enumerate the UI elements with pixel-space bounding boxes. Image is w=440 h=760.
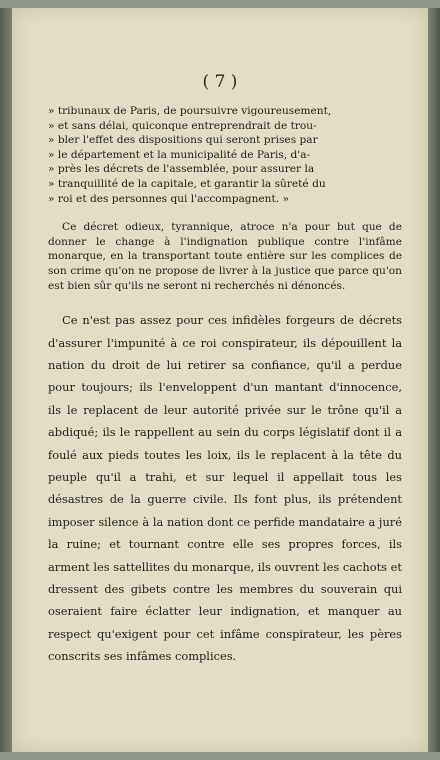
paragraph-accusation	[48, 309, 402, 668]
quote-line: » roi et des personnes qui l'accompagnent. »	[48, 192, 289, 205]
paragraph-decree-commentary	[48, 220, 402, 293]
right-page-edge	[428, 8, 440, 752]
quote-line: » tranquillité de la capitale, et garantir la sûreté du	[48, 177, 326, 190]
book-page	[12, 8, 428, 752]
quote-line: » et sans délai, quiconque entreprendrait de trou-	[48, 119, 317, 132]
quoted-decree	[48, 104, 402, 206]
paragraph-text: Ce décret odieux, tyrannique, atroce n'a pour but que de donner le change à l'indignation publique contre l'infâme monarque, en la transportant toute entière sur les complices de son crime qu'on ne propose de livrer à la justice que parce qu'on est bien sûr qu'ils ne seront ni recherchés ni dénoncés.	[48, 221, 402, 292]
quote-line: » près les décrets de l'assemblée, pour assurer la	[48, 163, 315, 176]
left-page-edge	[0, 8, 12, 752]
quote-line: » tribunaux de Paris, de poursuivre vigoureusement,	[48, 105, 332, 117]
quote-line: » bler l'effet des dispositions qui seront prises par	[48, 134, 318, 147]
page-text	[48, 104, 402, 668]
page-number: ( 7 )	[202, 72, 238, 92]
paragraph-text: Ce n'est pas assez pour ces infidèles forgeurs de décrets d'assurer l'impunité à ce roi conspirateur, ils dépouillent la nation du droit de lui retirer sa confiance, qu'il a perdue pour toujours; ils l'enveloppent d'un mantant d'innocence, ils le replacent de leur autorité privée sur le trône qu'il a abdiqué; ils le rappellent au sein du corps législatif dont il a foulé aux pieds toutes les loix, ils le replacent à la tête du peuple qu'il a trahi, et sur lequel il appellait tous les désastres de la guerre civile. Ils font plus, ils prétendent imposer silence à la nation dont ce perfide mandataire a juré la ruine; et tournant contre elle ses propres forces, ils arment les sattellites du monarque, ils ouvrent les cachots et dressent des gibets contre les membres du souverain qui oseraient faire éclatter leur indignation, et manquer au respect qu'exigent pour cet infâme conspirateur, les pères conscrits ses infâmes complices.	[48, 313, 402, 664]
quote-line: » le département et la municipalité de Paris, d'a-	[48, 148, 311, 161]
